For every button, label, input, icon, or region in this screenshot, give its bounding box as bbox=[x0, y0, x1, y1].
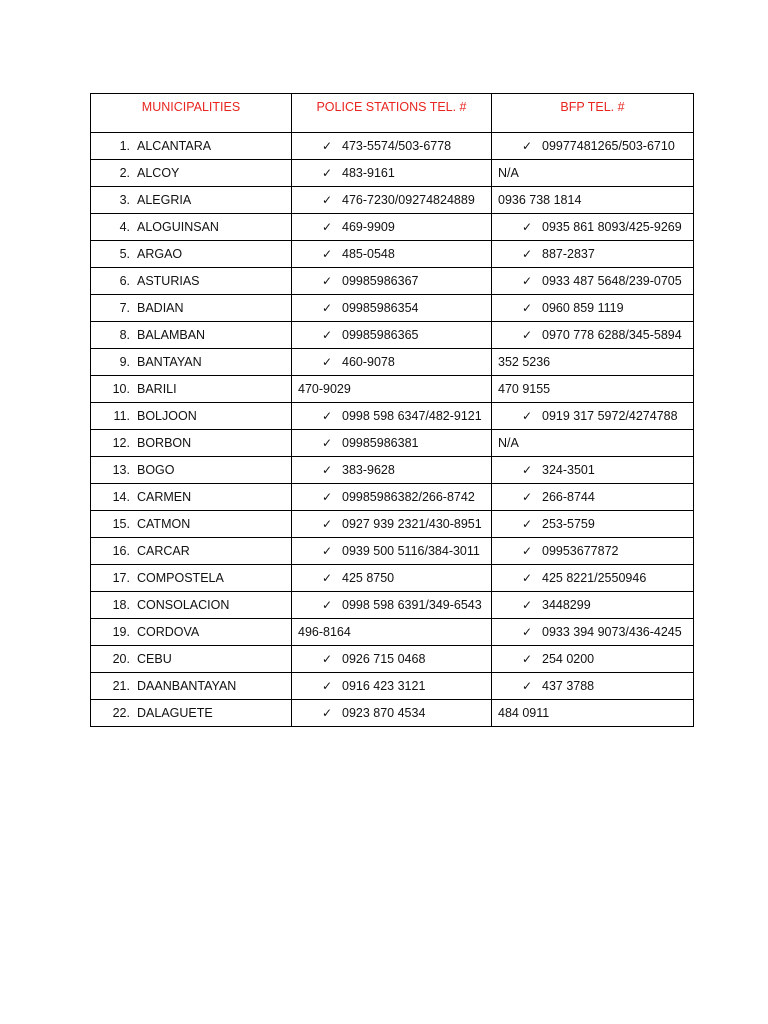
bfp-tel-cell bbox=[492, 160, 694, 187]
check-icon: ✓ bbox=[321, 706, 332, 720]
bfp-tel-cell bbox=[492, 268, 694, 295]
check-icon: ✓ bbox=[321, 544, 332, 558]
check-icon: ✓ bbox=[321, 571, 332, 585]
check-icon: ✓ bbox=[521, 409, 532, 423]
municipality-name: DAANBANTAYAN bbox=[137, 679, 237, 693]
row-number: 3. bbox=[119, 193, 130, 207]
police-tel-value: 09985986381 bbox=[342, 436, 419, 450]
bfp-tel-cell bbox=[492, 133, 694, 160]
municipality-cell bbox=[91, 700, 292, 727]
police-tel-cell bbox=[292, 133, 492, 160]
row-number: 19. bbox=[112, 625, 130, 639]
row-number: 14. bbox=[112, 490, 130, 504]
municipality-name: ALOGUINSAN bbox=[137, 220, 219, 234]
police-tel-cell bbox=[292, 160, 492, 187]
row-number: 1. bbox=[119, 139, 130, 153]
row-number: 16. bbox=[112, 544, 130, 558]
police-tel-cell bbox=[292, 592, 492, 619]
bfp-tel-cell bbox=[492, 187, 694, 214]
bfp-tel-value: 253-5759 bbox=[542, 517, 595, 531]
table-row bbox=[91, 565, 694, 592]
municipality-name: ALEGRIA bbox=[137, 193, 192, 207]
row-number: 5. bbox=[119, 247, 130, 261]
bfp-tel-value: 324-3501 bbox=[542, 463, 595, 477]
bfp-tel-value: 266-8744 bbox=[542, 490, 595, 504]
police-tel-cell bbox=[292, 646, 492, 673]
bfp-tel-value: 0935 861 8093/425-9269 bbox=[542, 220, 682, 234]
police-tel-value: 476-7230/09274824889 bbox=[342, 193, 475, 207]
municipality-cell bbox=[91, 160, 292, 187]
municipality-name: BALAMBAN bbox=[137, 328, 206, 342]
police-tel-cell bbox=[292, 538, 492, 565]
police-tel-value: 485-0548 bbox=[342, 247, 395, 261]
bfp-tel-value: 437 3788 bbox=[542, 679, 595, 693]
bfp-tel-value: 3448299 bbox=[542, 598, 591, 612]
table-row bbox=[91, 322, 694, 349]
municipality-cell bbox=[91, 241, 292, 268]
municipality-name: ALCANTARA bbox=[137, 139, 212, 153]
table-row bbox=[91, 538, 694, 565]
police-tel-cell bbox=[292, 511, 492, 538]
bfp-tel-cell bbox=[492, 700, 694, 727]
police-tel-value: 0998 598 6347/482-9121 bbox=[342, 409, 482, 423]
table-body bbox=[91, 133, 694, 727]
municipality-name: CEBU bbox=[137, 652, 172, 666]
check-icon: ✓ bbox=[321, 328, 332, 342]
municipality-name: BOGO bbox=[137, 463, 175, 477]
table-row bbox=[91, 349, 694, 376]
municipality-cell bbox=[91, 538, 292, 565]
bfp-tel-cell bbox=[492, 673, 694, 700]
bfp-tel-cell bbox=[492, 403, 694, 430]
bfp-tel-cell bbox=[492, 322, 694, 349]
bfp-tel-cell bbox=[492, 484, 694, 511]
municipality-name: CONSOLACION bbox=[137, 598, 230, 612]
municipality-name: BORBON bbox=[137, 436, 192, 450]
bfp-tel-cell bbox=[492, 565, 694, 592]
police-tel-value: 470-9029 bbox=[298, 382, 351, 396]
municipality-cell bbox=[91, 403, 292, 430]
row-number: 6. bbox=[119, 274, 130, 288]
row-number: 17. bbox=[112, 571, 130, 585]
police-tel-value: 0923 870 4534 bbox=[342, 706, 426, 720]
police-tel-value: 469-9909 bbox=[342, 220, 395, 234]
table-row bbox=[91, 619, 694, 646]
municipality-cell bbox=[91, 511, 292, 538]
row-number: 4. bbox=[119, 220, 130, 234]
police-tel-cell bbox=[292, 268, 492, 295]
municipality-cell bbox=[91, 322, 292, 349]
police-tel-cell bbox=[292, 295, 492, 322]
check-icon: ✓ bbox=[521, 328, 532, 342]
check-icon: ✓ bbox=[321, 247, 332, 261]
check-icon: ✓ bbox=[521, 652, 532, 666]
bfp-tel-value: 352 5236 bbox=[498, 355, 551, 369]
police-tel-cell bbox=[292, 565, 492, 592]
municipality-name: ASTURIAS bbox=[137, 274, 200, 288]
municipality-name: CARCAR bbox=[137, 544, 190, 558]
municipality-cell bbox=[91, 430, 292, 457]
bfp-tel-value: 09953677872 bbox=[542, 544, 619, 558]
check-icon: ✓ bbox=[521, 274, 532, 288]
table-row bbox=[91, 646, 694, 673]
police-tel-value: 0939 500 5116/384-3011 bbox=[342, 544, 480, 558]
row-number: 22. bbox=[112, 706, 130, 720]
bfp-tel-value: 470 9155 bbox=[498, 382, 551, 396]
table-row bbox=[91, 700, 694, 727]
municipality-cell bbox=[91, 565, 292, 592]
bfp-tel-value: 0970 778 6288/345-5894 bbox=[542, 328, 682, 342]
municipality-cell bbox=[91, 592, 292, 619]
check-icon: ✓ bbox=[521, 571, 532, 585]
table-row bbox=[91, 673, 694, 700]
bfp-tel-cell bbox=[492, 241, 694, 268]
table-row bbox=[91, 295, 694, 322]
bfp-tel-value: 09977481265/503-6710 bbox=[542, 139, 675, 153]
check-icon: ✓ bbox=[321, 517, 332, 531]
municipality-cell bbox=[91, 187, 292, 214]
police-tel-cell bbox=[292, 241, 492, 268]
municipality-name: COMPOSTELA bbox=[137, 571, 224, 585]
police-tel-cell bbox=[292, 349, 492, 376]
row-number: 11. bbox=[113, 409, 130, 423]
table-row bbox=[91, 430, 694, 457]
bfp-tel-cell bbox=[492, 511, 694, 538]
bfp-tel-value: N/A bbox=[498, 166, 519, 180]
header-row bbox=[91, 94, 694, 133]
check-icon: ✓ bbox=[521, 517, 532, 531]
bfp-tel-cell bbox=[492, 376, 694, 403]
check-icon: ✓ bbox=[521, 301, 532, 315]
check-icon: ✓ bbox=[321, 463, 332, 477]
police-tel-cell bbox=[292, 214, 492, 241]
check-icon: ✓ bbox=[521, 625, 532, 639]
municipality-name: BADIAN bbox=[137, 301, 184, 315]
check-icon: ✓ bbox=[521, 220, 532, 234]
table-row bbox=[91, 511, 694, 538]
row-number: 18. bbox=[112, 598, 130, 612]
police-tel-cell bbox=[292, 187, 492, 214]
municipality-cell bbox=[91, 673, 292, 700]
municipality-cell bbox=[91, 349, 292, 376]
police-tel-cell bbox=[292, 376, 492, 403]
municipality-cell bbox=[91, 133, 292, 160]
check-icon: ✓ bbox=[521, 139, 532, 153]
bfp-tel-value: 254 0200 bbox=[542, 652, 595, 666]
police-tel-value: 483-9161 bbox=[342, 166, 395, 180]
check-icon: ✓ bbox=[521, 463, 532, 477]
bfp-tel-cell bbox=[492, 619, 694, 646]
bfp-tel-value: 0960 859 1119 bbox=[542, 301, 624, 315]
check-icon: ✓ bbox=[521, 679, 532, 693]
police-tel-value: 09985986354 bbox=[342, 301, 419, 315]
check-icon: ✓ bbox=[321, 598, 332, 612]
check-icon: ✓ bbox=[521, 544, 532, 558]
hotline-table bbox=[90, 93, 694, 727]
bfp-tel-cell bbox=[492, 457, 694, 484]
municipality-name: CATMON bbox=[137, 517, 191, 531]
bfp-tel-cell bbox=[492, 295, 694, 322]
bfp-tel-value: 0936 738 1814 bbox=[498, 193, 582, 207]
bfp-tel-cell bbox=[492, 592, 694, 619]
police-tel-value: 0998 598 6391/349-6543 bbox=[342, 598, 482, 612]
table-row bbox=[91, 376, 694, 403]
bfp-tel-value: 425 8221/2550946 bbox=[542, 571, 647, 585]
check-icon: ✓ bbox=[321, 274, 332, 288]
police-tel-cell bbox=[292, 619, 492, 646]
table-row bbox=[91, 268, 694, 295]
check-icon: ✓ bbox=[321, 139, 332, 153]
municipality-cell bbox=[91, 619, 292, 646]
municipality-name: CORDOVA bbox=[137, 625, 200, 639]
table-row bbox=[91, 484, 694, 511]
check-icon: ✓ bbox=[521, 598, 532, 612]
check-icon: ✓ bbox=[321, 679, 332, 693]
table-row bbox=[91, 214, 694, 241]
bfp-tel-cell bbox=[492, 646, 694, 673]
police-tel-value: 0927 939 2321/430-8951 bbox=[342, 517, 482, 531]
police-tel-value: 473-5574/503-6778 bbox=[342, 139, 452, 153]
police-tel-cell bbox=[292, 457, 492, 484]
police-tel-value: 09985986367 bbox=[342, 274, 419, 288]
row-number: 8. bbox=[119, 328, 130, 342]
police-tel-cell bbox=[292, 484, 492, 511]
municipality-cell bbox=[91, 376, 292, 403]
bfp-tel-cell bbox=[492, 430, 694, 457]
bfp-tel-value: N/A bbox=[498, 436, 519, 450]
check-icon: ✓ bbox=[321, 166, 332, 180]
municipality-cell bbox=[91, 646, 292, 673]
check-icon: ✓ bbox=[321, 490, 332, 504]
bfp-tel-value: 484 0911 bbox=[498, 706, 550, 720]
bfp-tel-value: 0933 487 5648/239-0705 bbox=[542, 274, 682, 288]
check-icon: ✓ bbox=[321, 355, 332, 369]
row-number: 15. bbox=[112, 517, 130, 531]
bfp-tel-cell bbox=[492, 214, 694, 241]
municipality-name: ARGAO bbox=[137, 247, 183, 261]
municipality-cell bbox=[91, 214, 292, 241]
police-tel-value: 425 8750 bbox=[342, 571, 395, 585]
municipality-cell bbox=[91, 268, 292, 295]
municipality-name: BOLJOON bbox=[137, 409, 197, 423]
check-icon: ✓ bbox=[321, 301, 332, 315]
police-tel-value: 0916 423 3121 bbox=[342, 679, 426, 693]
header-police-tel: POLICE STATIONS TEL. # bbox=[292, 94, 492, 133]
police-tel-value: 0926 715 0468 bbox=[342, 652, 426, 666]
police-tel-value: 383-9628 bbox=[342, 463, 395, 477]
check-icon: ✓ bbox=[521, 490, 532, 504]
check-icon: ✓ bbox=[521, 247, 532, 261]
check-icon: ✓ bbox=[321, 652, 332, 666]
police-tel-value: 09985986382/266-8742 bbox=[342, 490, 475, 504]
bfp-tel-value: 887-2837 bbox=[542, 247, 595, 261]
bfp-tel-cell bbox=[492, 538, 694, 565]
table-row bbox=[91, 457, 694, 484]
municipality-cell bbox=[91, 484, 292, 511]
municipality-name: BARILI bbox=[137, 382, 177, 396]
row-number: 12. bbox=[112, 436, 130, 450]
police-tel-cell bbox=[292, 403, 492, 430]
check-icon: ✓ bbox=[321, 193, 332, 207]
municipality-name: DALAGUETE bbox=[137, 706, 213, 720]
table-row bbox=[91, 241, 694, 268]
header-municipalities: MUNICIPALITIES bbox=[91, 94, 292, 133]
municipality-cell bbox=[91, 295, 292, 322]
police-tel-value: 09985986365 bbox=[342, 328, 419, 342]
municipality-name: CARMEN bbox=[137, 490, 192, 504]
table-row bbox=[91, 133, 694, 160]
table-row bbox=[91, 187, 694, 214]
header-bfp-tel: BFP TEL. # bbox=[492, 94, 694, 133]
police-tel-value: 496-8164 bbox=[298, 625, 351, 639]
row-number: 21. bbox=[112, 679, 130, 693]
bfp-tel-value: 0919 317 5972/4274788 bbox=[542, 409, 678, 423]
check-icon: ✓ bbox=[321, 436, 332, 450]
table-row bbox=[91, 592, 694, 619]
check-icon: ✓ bbox=[321, 220, 332, 234]
police-tel-value: 460-9078 bbox=[342, 355, 395, 369]
police-tel-cell bbox=[292, 673, 492, 700]
municipality-cell bbox=[91, 457, 292, 484]
police-tel-cell bbox=[292, 430, 492, 457]
bfp-tel-cell bbox=[492, 349, 694, 376]
police-tel-cell bbox=[292, 700, 492, 727]
table-row bbox=[91, 403, 694, 430]
row-number: 7. bbox=[119, 301, 130, 315]
check-icon: ✓ bbox=[321, 409, 332, 423]
police-tel-cell bbox=[292, 322, 492, 349]
row-number: 2. bbox=[119, 166, 130, 180]
row-number: 13. bbox=[112, 463, 130, 477]
table-row bbox=[91, 160, 694, 187]
row-number: 10. bbox=[112, 382, 130, 396]
bfp-tel-value: 0933 394 9073/436-4245 bbox=[542, 625, 682, 639]
row-number: 20. bbox=[112, 652, 130, 666]
municipality-name: BANTAYAN bbox=[137, 355, 202, 369]
municipality-name: ALCOY bbox=[137, 166, 180, 180]
row-number: 9. bbox=[119, 355, 130, 369]
